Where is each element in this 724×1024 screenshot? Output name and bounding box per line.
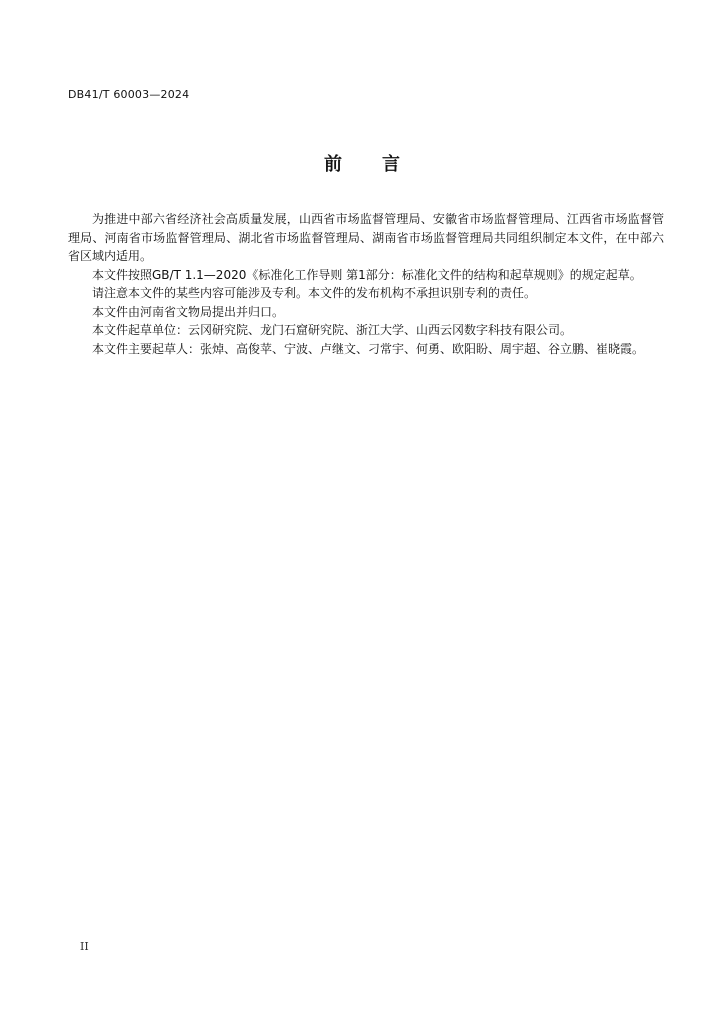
foreword-body [68, 210, 664, 358]
paragraph: 本文件按照GB/T 1.1—2020《标准化工作导则 第1部分：标准化文件的结构和起草规则》的规定起草。 [92, 267, 642, 282]
paragraph: 请注意本文件的某些内容可能涉及专利。本文件的发布机构不承担识别专利的责任。 [92, 286, 537, 300]
paragraph: 本文件起草单位：云冈研究院、龙门石窟研究院、浙江大学、山西云冈数字科技有限公司。 [92, 323, 573, 337]
paragraph: 本文件主要起草人：张焯、高俊苹、宁波、卢继文、刁常宇、何勇、欧阳盼、周宇超、谷立鹏、崔晓霞。 [92, 341, 645, 356]
title-char-2: 言 [382, 154, 400, 175]
page-number: II [80, 940, 89, 953]
standard-code: DB41/T 60003—2024 [68, 88, 190, 101]
paragraph: 为推进中部六省经济社会高质量发展，山西省市场监督管理局、安徽省市场监督管理局、江西省市场监督管理局、河南省市场监督管理局、湖北省市场监督管理局、湖南省市场监督管理局共同组织制定本文件，在中部六省区域内适用。 [68, 212, 664, 263]
title-char-1: 前 [324, 154, 342, 175]
paragraph: 本文件由河南省文物局提出并归口。 [92, 304, 285, 319]
page-title [0, 150, 724, 176]
